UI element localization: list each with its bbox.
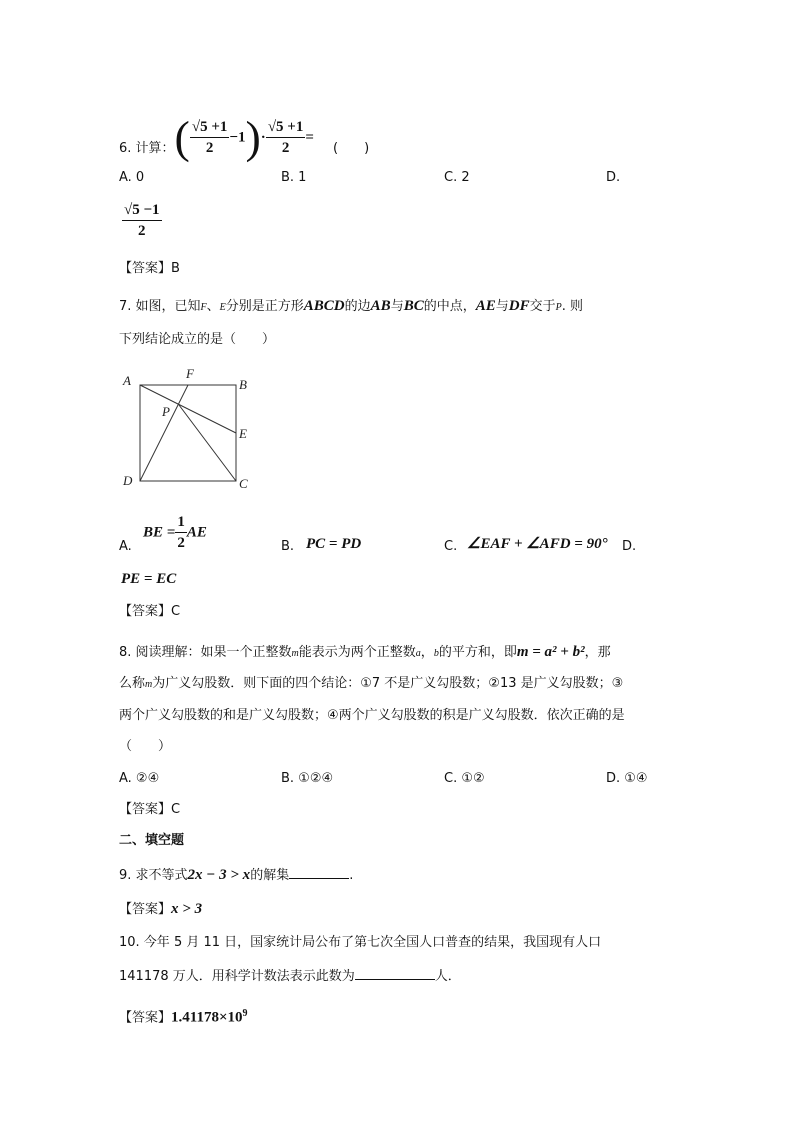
q6-answer: 【答案】B xyxy=(119,261,180,276)
q6-option-b: B. 1 xyxy=(281,170,307,185)
t: F xyxy=(200,302,207,313)
q6-frac1 xyxy=(190,117,230,158)
t: 、 xyxy=(206,299,220,314)
t: b xyxy=(433,648,439,659)
frac-den: 2 xyxy=(177,535,185,551)
t: E xyxy=(219,302,226,313)
frac-den: 2 xyxy=(138,223,146,239)
q7-option-b: B. xyxy=(281,539,295,554)
t: 能表示为两个正整数 xyxy=(298,645,416,660)
label-e: E xyxy=(239,426,247,441)
q6-option-d: D. xyxy=(606,170,621,185)
t: 的中点， xyxy=(423,299,476,314)
q10-line2 xyxy=(119,966,461,986)
q7-option-d: D. xyxy=(622,539,637,554)
frac-num: √5 −1 xyxy=(122,200,162,221)
q8-line1 xyxy=(119,643,611,663)
q7-stem-line1 xyxy=(119,297,583,317)
t: 141178 万人．用科学计数法表示此数为 xyxy=(119,969,355,984)
q6-prefix: 6. 计算： xyxy=(119,141,175,156)
t: 【答案】 xyxy=(119,1010,172,1026)
q7-option-d-expr: PE = EC xyxy=(121,571,177,587)
q7-option-a: A. xyxy=(119,539,132,554)
t: m xyxy=(145,679,153,690)
q6-eq: = xyxy=(305,129,314,146)
q8-answer: 【答案】C xyxy=(119,802,181,817)
q7-option-a-expr xyxy=(143,512,207,553)
answer-blank xyxy=(289,865,349,879)
label-a: A xyxy=(123,373,131,388)
t: 的边 xyxy=(344,299,371,314)
q7-option-b-expr: PC = PD xyxy=(306,536,362,552)
q6-rparen: ) xyxy=(245,111,261,163)
t: 的解集 xyxy=(250,868,290,883)
q8-line4: （ ） xyxy=(119,739,172,754)
frac-num: √5 +1 xyxy=(190,117,230,138)
q6-option-c: C. 2 xyxy=(444,170,470,185)
label-d: D xyxy=(123,473,133,488)
t: 么称 xyxy=(119,676,146,691)
square-abcd xyxy=(140,385,236,481)
t: 1.41178×10 xyxy=(171,1009,243,1026)
t: DF xyxy=(508,298,530,314)
t: BE = xyxy=(143,524,176,541)
q6-option-d-expr xyxy=(122,200,162,241)
t: 的平方和，即 xyxy=(438,645,517,660)
t: AB xyxy=(370,298,391,314)
frac-num: 1 xyxy=(175,512,187,533)
t: x > 3 xyxy=(171,901,203,917)
q7-option-c-expr: ∠EAF + ∠AFD = 90° xyxy=(467,536,608,552)
q8-option-d: D. ①④ xyxy=(606,771,648,786)
q6-answer-paren: ( ) xyxy=(333,141,370,156)
q9-answer xyxy=(119,900,202,919)
segment-ae xyxy=(140,385,236,433)
t: m = a² + b² xyxy=(516,644,585,660)
t: 与 xyxy=(495,299,509,314)
q6-lparen: ( xyxy=(174,111,190,163)
t: 9 xyxy=(242,1008,248,1019)
q6-option-a: A. 0 xyxy=(119,170,145,185)
t: 分别是正方形 xyxy=(225,299,304,314)
segment-pc xyxy=(179,405,236,481)
square-figure xyxy=(115,365,255,495)
segment-df xyxy=(140,385,188,481)
q6-minus-one: −1 xyxy=(229,129,246,146)
q7-answer: 【答案】C xyxy=(119,604,181,619)
t: 2x − 3 > x xyxy=(187,867,251,883)
t: 7. 如图，已知 xyxy=(119,299,201,314)
q10-answer xyxy=(119,1005,248,1027)
q8-option-b: B. ①②④ xyxy=(281,771,334,786)
t: m xyxy=(291,648,299,659)
answer-blank xyxy=(355,966,435,980)
q7-stem-line2: 下列结论成立的是（ ） xyxy=(119,332,276,347)
q8-line2 xyxy=(119,675,623,694)
q10-line1: 10. 今年 5 月 11 日，国家统计局公布了第七次全国人口普查的结果，我国现有人口 xyxy=(119,935,602,950)
t: 人． xyxy=(434,969,461,984)
frac-den: 2 xyxy=(205,140,214,156)
t: a xyxy=(415,648,421,659)
label-b: B xyxy=(239,377,247,392)
label-c: C xyxy=(239,476,248,491)
q8-option-c: C. ①② xyxy=(444,771,485,786)
t: P xyxy=(555,302,562,313)
t: 【答案】 xyxy=(119,902,172,917)
section-heading: 二、填空题 xyxy=(119,833,185,848)
t: ，那 xyxy=(584,645,611,660)
q6-frac2 xyxy=(266,117,306,158)
frac-num: √5 +1 xyxy=(266,117,306,138)
t: 8. 阅读理解：如果一个正整数 xyxy=(119,645,292,660)
t: BC xyxy=(403,298,424,314)
t: 9. 求不等式 xyxy=(119,868,188,883)
t: ABCD xyxy=(303,298,345,314)
label-p: P xyxy=(162,404,170,419)
q6-stem xyxy=(119,100,314,163)
q7-option-c: C. xyxy=(444,539,458,554)
frac-den: 2 xyxy=(281,140,290,156)
t: . 则 xyxy=(561,299,583,314)
q9-stem xyxy=(119,865,353,885)
t: 为广义勾股数．则下面的四个结论：①7 不是广义勾股数；②13 是广义勾股数；③ xyxy=(152,676,624,691)
t: . xyxy=(349,868,354,883)
t: 与 xyxy=(390,299,404,314)
t: ， xyxy=(420,645,434,660)
t: 交于 xyxy=(529,299,556,314)
label-f: F xyxy=(186,366,194,381)
t: AE xyxy=(475,298,496,314)
q8-line3: 两个广义勾股数的和是广义勾股数；④两个广义勾股数的积是广义勾股数．依次正确的是 xyxy=(119,708,625,723)
q8-option-a: A. ②④ xyxy=(119,771,160,786)
t: AE xyxy=(186,524,207,541)
q6-dot: · xyxy=(260,129,266,146)
